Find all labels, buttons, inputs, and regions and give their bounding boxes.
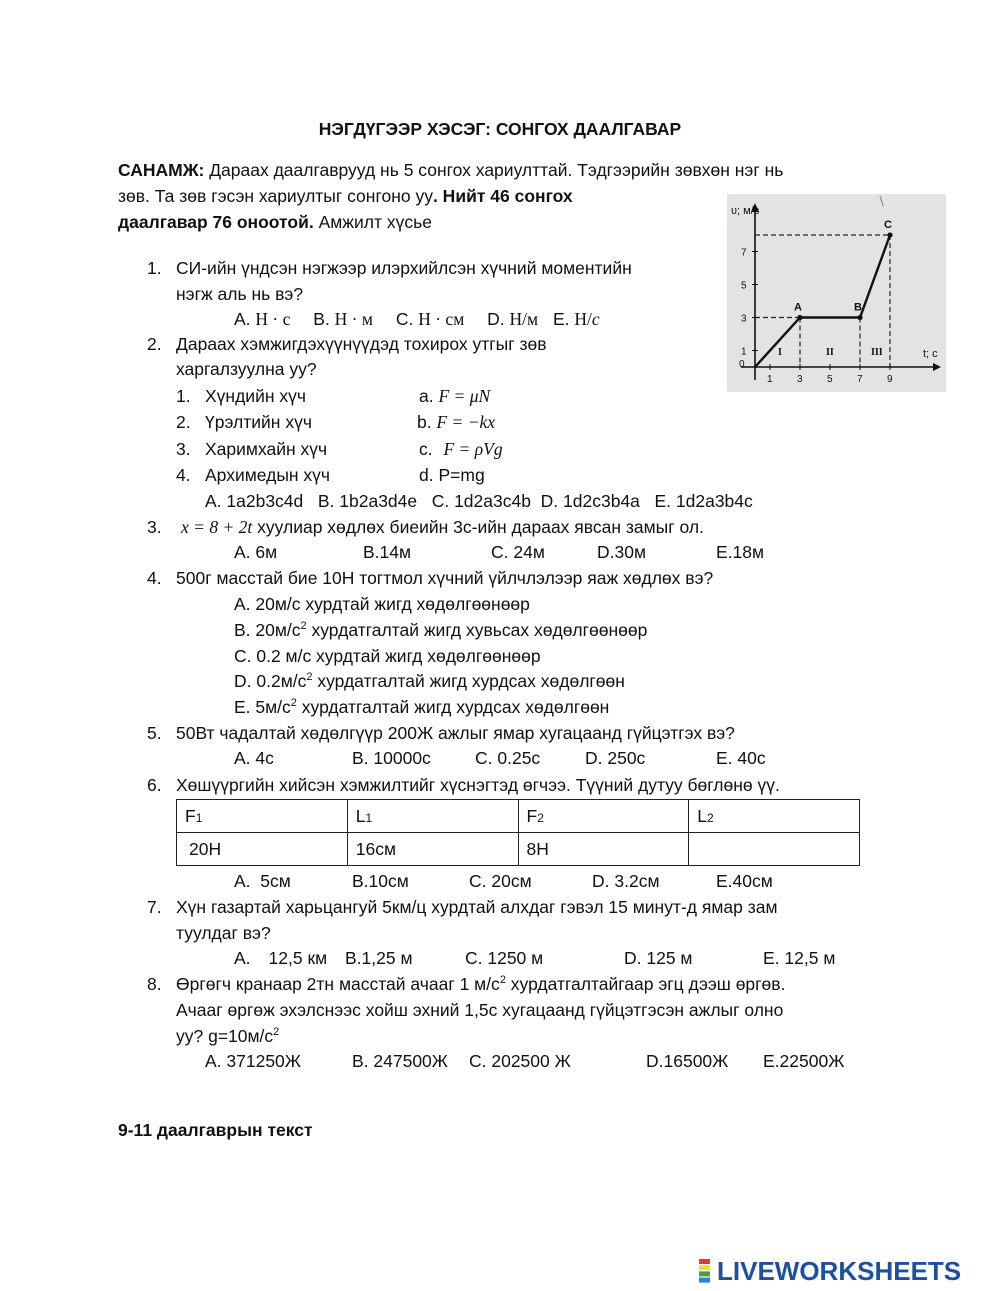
q8-text-1b: хурдатгалтайгаар эгц дээш өргөв. xyxy=(505,974,786,994)
note-line-3 xyxy=(118,211,432,233)
cell-l2-blank[interactable] xyxy=(689,833,860,866)
logo-stripe xyxy=(699,1271,710,1276)
table-header-cell xyxy=(177,800,348,833)
q7-text-1: Хүн газартай харьцангуй 5км/ц хурдтай алхдаг гэвэл 15 минут-д ямар зам xyxy=(176,897,778,917)
q5-option-e[interactable]: E. 40с xyxy=(716,748,766,768)
q4-option-e-part2: хурдатгалтай жигд хурдсах хөдөлгөөн xyxy=(296,697,610,717)
note-text-2: зөв. Та зөв гэсэн хариултыг сонгоно уу xyxy=(118,186,433,206)
q6-option-c[interactable]: C. 20см xyxy=(469,871,532,891)
x-tick-label: 0 xyxy=(739,359,745,370)
header-f1: F xyxy=(185,805,196,826)
header-l1: L xyxy=(355,805,366,826)
q7-option-c[interactable]: C. 1250 м xyxy=(465,948,544,968)
y-tick-label: 1 xyxy=(741,346,747,358)
x-axis-label: t; с xyxy=(923,348,938,360)
q8-text-3 xyxy=(176,1025,279,1047)
data-point-b xyxy=(857,315,862,320)
cell-l1: 16см xyxy=(347,833,518,866)
q6-option-e[interactable]: E.40см xyxy=(716,871,773,891)
q1-option-b-label[interactable]: B. xyxy=(313,309,335,329)
q4-option-e-sup: 2 xyxy=(290,697,297,709)
q8-option-c[interactable]: C. 202500 Ж xyxy=(469,1051,571,1071)
segment-label: II xyxy=(826,347,834,358)
data-point-c xyxy=(887,232,892,237)
q2-item-1-number: 1. xyxy=(176,386,191,406)
x-tick-label: 1 xyxy=(767,374,773,385)
logo-mark-icon xyxy=(697,1257,713,1285)
velocity-line xyxy=(755,235,890,367)
segment-label: III xyxy=(871,347,883,358)
q2-item-3-letter: c. xyxy=(419,439,438,459)
q5-option-a[interactable]: A. 4с xyxy=(234,748,274,768)
page-title: НЭГДҮГЭЭР ХЭСЭГ: СОНГОХ ДААЛГАВАР xyxy=(318,119,682,139)
q1-option-d-label[interactable]: D. xyxy=(487,309,510,329)
velocity-time-graph xyxy=(727,194,946,392)
logo-stripe xyxy=(699,1259,710,1264)
point-label-a: A xyxy=(794,301,802,314)
note-total-count: . Нийт 46 сонгох xyxy=(432,186,573,206)
q4-option-d-part2: хурдатгалтай жигд хурдсах хөдөлгөөн xyxy=(312,671,625,691)
q1-option-e-value: Н/ xyxy=(574,309,592,329)
q2-item-1-formula xyxy=(419,385,490,407)
q2-item-3-name: Харимхайн хүч xyxy=(205,439,328,459)
y-tick-label: 7 xyxy=(741,247,747,259)
q8-option-d[interactable]: D.16500Ж xyxy=(646,1051,729,1071)
q2-number: 2. xyxy=(147,334,162,354)
q2-item-3-formula-text: F = ρVg xyxy=(443,439,503,459)
q6-number: 6. xyxy=(147,775,162,795)
cell-f1: 20Н xyxy=(177,833,348,866)
q7-option-d[interactable]: D. 125 м xyxy=(624,948,693,968)
q1-option-c-value: Н · см xyxy=(418,309,465,329)
q3-text xyxy=(181,516,704,538)
q2-item-2-number: 2. xyxy=(176,412,191,432)
q1-options xyxy=(234,308,600,330)
header-f2: F xyxy=(526,805,538,826)
q8-option-a[interactable]: A. 371250Ж xyxy=(205,1051,301,1071)
q8-sup-2: 2 xyxy=(273,1026,280,1038)
q2-item-4-formula xyxy=(419,464,485,486)
data-point-a xyxy=(797,315,802,320)
q8-option-b[interactable]: B. 247500Ж xyxy=(352,1051,448,1071)
x-tick-label: 9 xyxy=(887,374,893,385)
y-axis-label: υ; м/с xyxy=(731,205,760,217)
q3-formula: x = 8 + 2t xyxy=(181,517,253,537)
q5-option-d[interactable]: D. 250с xyxy=(585,748,646,768)
q2-item-4-letter: d. xyxy=(419,465,439,485)
logo-stripe xyxy=(699,1278,710,1283)
logo-stripe xyxy=(699,1265,710,1270)
point-label-c: C xyxy=(884,219,892,231)
note-text-1: Дараах даалгаврууд нь 5 сонгох хариулттай. Тэдгээрийн зөвхөн нэг нь xyxy=(204,160,784,180)
note-line-2 xyxy=(118,185,573,207)
q7-option-e[interactable]: E. 12,5 м xyxy=(763,948,836,968)
q4-option-d[interactable] xyxy=(234,670,625,692)
note-good-luck: Амжилт хүсье xyxy=(313,212,432,232)
lever-table xyxy=(176,799,860,866)
point-label-b: B xyxy=(854,301,862,314)
q2-item-2-letter: b. xyxy=(417,412,437,432)
q8-text-1a: Өргөгч кранаар 2тн масстай ачааг 1 м/с xyxy=(176,974,500,994)
q2-item-3-formula xyxy=(419,438,503,460)
q4-option-d-sup: 2 xyxy=(306,671,313,683)
q4-option-e[interactable] xyxy=(234,696,609,718)
q4-option-b-part2: хурдатгалтай жигд хувьсах хөдөлгөөнөөр xyxy=(306,620,648,640)
q2-answers[interactable]: A. 1a2b3c4d B. 1b2a3d4e C. 1d2a3c4b D. 1d2c3b4a E. 1d2a3b4c xyxy=(205,491,753,511)
liveworksheets-logo[interactable] xyxy=(697,1256,961,1286)
q1-text-2: нэгж аль нь вэ? xyxy=(176,284,304,304)
q4-option-b-part1: B. 20м/с xyxy=(234,620,301,640)
logo-text: LIVEWORKSHEETS xyxy=(717,1255,962,1286)
q6-option-d[interactable]: D. 3.2см xyxy=(592,871,660,891)
q7-option-b[interactable]: B.1,25 м xyxy=(345,948,413,968)
graph-svg xyxy=(727,194,946,392)
q2-item-1-formula-text: F = μN xyxy=(438,386,491,406)
q4-option-e-part1: E. 5м/с xyxy=(234,697,291,717)
q3-number: 3. xyxy=(147,517,162,537)
q7-option-a-value: 12,5 км xyxy=(268,948,328,968)
q1-option-a-value: Н · с xyxy=(255,309,291,329)
q2-text-1: Дараах хэмжигдэхүүнүүдэд тохирох утгыг зөв xyxy=(176,334,547,354)
q3-option-b[interactable]: B.14м xyxy=(363,542,412,562)
cell-f2: 8Н xyxy=(518,833,689,866)
q8-sup-1: 2 xyxy=(499,974,506,986)
q5-option-c[interactable]: C. 0.25с xyxy=(475,748,541,768)
q1-option-a-label[interactable]: A. xyxy=(234,309,256,329)
q6-text: Хөшүүргийн хийсэн хэмжилтийг хүснэгтэд өгчээ. Түүний дутуу бөглөнө үү. xyxy=(176,775,780,795)
q8-text-3a: уу? g=10м/с xyxy=(176,1026,274,1046)
q2-item-4-number: 4. xyxy=(176,465,191,485)
note-label: САНАМЖ: xyxy=(118,160,205,180)
table-row xyxy=(177,833,860,866)
table-header-cell xyxy=(347,800,518,833)
x-tick-label: 7 xyxy=(857,374,863,385)
q4-option-d-part1: D. 0.2м/с xyxy=(234,671,307,691)
q2-item-1-letter: a. xyxy=(419,386,439,406)
q8-option-e[interactable]: E.22500Ж xyxy=(763,1051,845,1071)
q3-option-e[interactable]: E.18м xyxy=(716,542,765,562)
q6-option-a[interactable]: A. 5см xyxy=(234,871,291,891)
q4-text: 500г масстай бие 10Н тогтмол хүчний үйлчлэлээр яаж хөдлөх вэ? xyxy=(176,568,714,588)
header-f2-sub: 2 xyxy=(537,810,544,825)
q3-option-a[interactable]: A. 6м xyxy=(234,542,278,562)
q2-item-3-number: 3. xyxy=(176,439,191,459)
q2-item-4-formula-text: P=mg xyxy=(438,465,485,485)
q2-item-2-formula-text: F = −kx xyxy=(436,412,496,432)
section-heading: 9-11 даалгаврын текст xyxy=(118,1120,313,1140)
q3-option-c[interactable]: C. 24м xyxy=(491,542,545,562)
note-total-points: даалгавар 76 оноотой. xyxy=(118,212,314,232)
q8-text-1 xyxy=(176,973,785,995)
q7-text-2: туулдаг вэ? xyxy=(176,923,271,943)
q1-option-b-value: Н · м xyxy=(334,309,373,329)
header-l1-sub: 1 xyxy=(365,810,373,825)
q3-option-d[interactable]: D.30м xyxy=(597,542,646,562)
q8-text-2: Ачааг өргөж эхэлснээс хойш эхний 1,5с хугацаанд гүйцэтгэсэн ажлыг олно xyxy=(176,1000,784,1020)
q2-item-2-name: Үрэлтийн хүч xyxy=(205,412,312,432)
q8-number: 8. xyxy=(147,974,162,994)
q1-option-e-label[interactable]: E. xyxy=(552,309,575,329)
header-l2: L xyxy=(697,805,707,826)
q1-option-c-label[interactable]: C. xyxy=(395,309,419,329)
q7-option-a[interactable] xyxy=(234,947,327,969)
q3-question: хуулиар хөдлөх биеийн 3с-ийн дараах явсан замыг ол. xyxy=(252,517,704,537)
table-header-cell xyxy=(689,800,860,833)
q2-item-4-name: Архимедын хүч xyxy=(205,465,331,485)
q5-number: 5. xyxy=(147,723,162,743)
x-tick-label: 3 xyxy=(797,374,803,385)
q5-option-b[interactable]: B. 10000с xyxy=(352,748,431,768)
q7-number: 7. xyxy=(147,897,162,917)
q1-text-1: СИ-ийн үндсэн нэгжээр илэрхийлсэн хүчний моментийн xyxy=(176,258,632,278)
q6-option-b[interactable]: B.10см xyxy=(352,871,409,891)
q2-item-2-formula xyxy=(417,411,495,433)
q2-text-2: харгалзуулна уу? xyxy=(176,359,317,379)
header-l2-sub: 2 xyxy=(706,810,714,825)
x-axis-arrow xyxy=(933,363,941,371)
note-line-1 xyxy=(118,159,783,181)
q7-option-a-label: A. xyxy=(234,948,251,968)
q4-option-b-sup: 2 xyxy=(300,620,307,632)
table-header-row xyxy=(177,800,860,833)
q4-option-c[interactable]: C. 0.2 м/с хурдтай жигд хөдөлгөөнөөр xyxy=(234,646,541,666)
header-f1-sub: 1 xyxy=(195,810,203,825)
table-header-cell xyxy=(518,800,689,833)
q4-option-b[interactable] xyxy=(234,619,647,641)
x-tick-label: 5 xyxy=(827,374,833,385)
q4-option-a[interactable]: A. 20м/с хурдтай жигд хөдөлгөөнөөр xyxy=(234,594,530,614)
q2-item-1-name: Хүндийн хүч xyxy=(205,386,306,406)
q4-number: 4. xyxy=(147,568,162,588)
y-tick-label: 5 xyxy=(741,280,747,292)
q1-option-d-value: Н/м xyxy=(509,309,539,329)
q5-text: 50Вт чадалтай хөдөлгүүр 200Ж ажлыг ямар хугацаанд гүйцэтгэх вэ? xyxy=(176,723,735,743)
q1-option-e-unit: с xyxy=(591,309,600,329)
pencil-mark: ∖ xyxy=(877,194,886,209)
segment-label: I xyxy=(778,347,782,358)
q1-number: 1. xyxy=(147,258,162,278)
y-tick-label: 3 xyxy=(741,313,747,325)
